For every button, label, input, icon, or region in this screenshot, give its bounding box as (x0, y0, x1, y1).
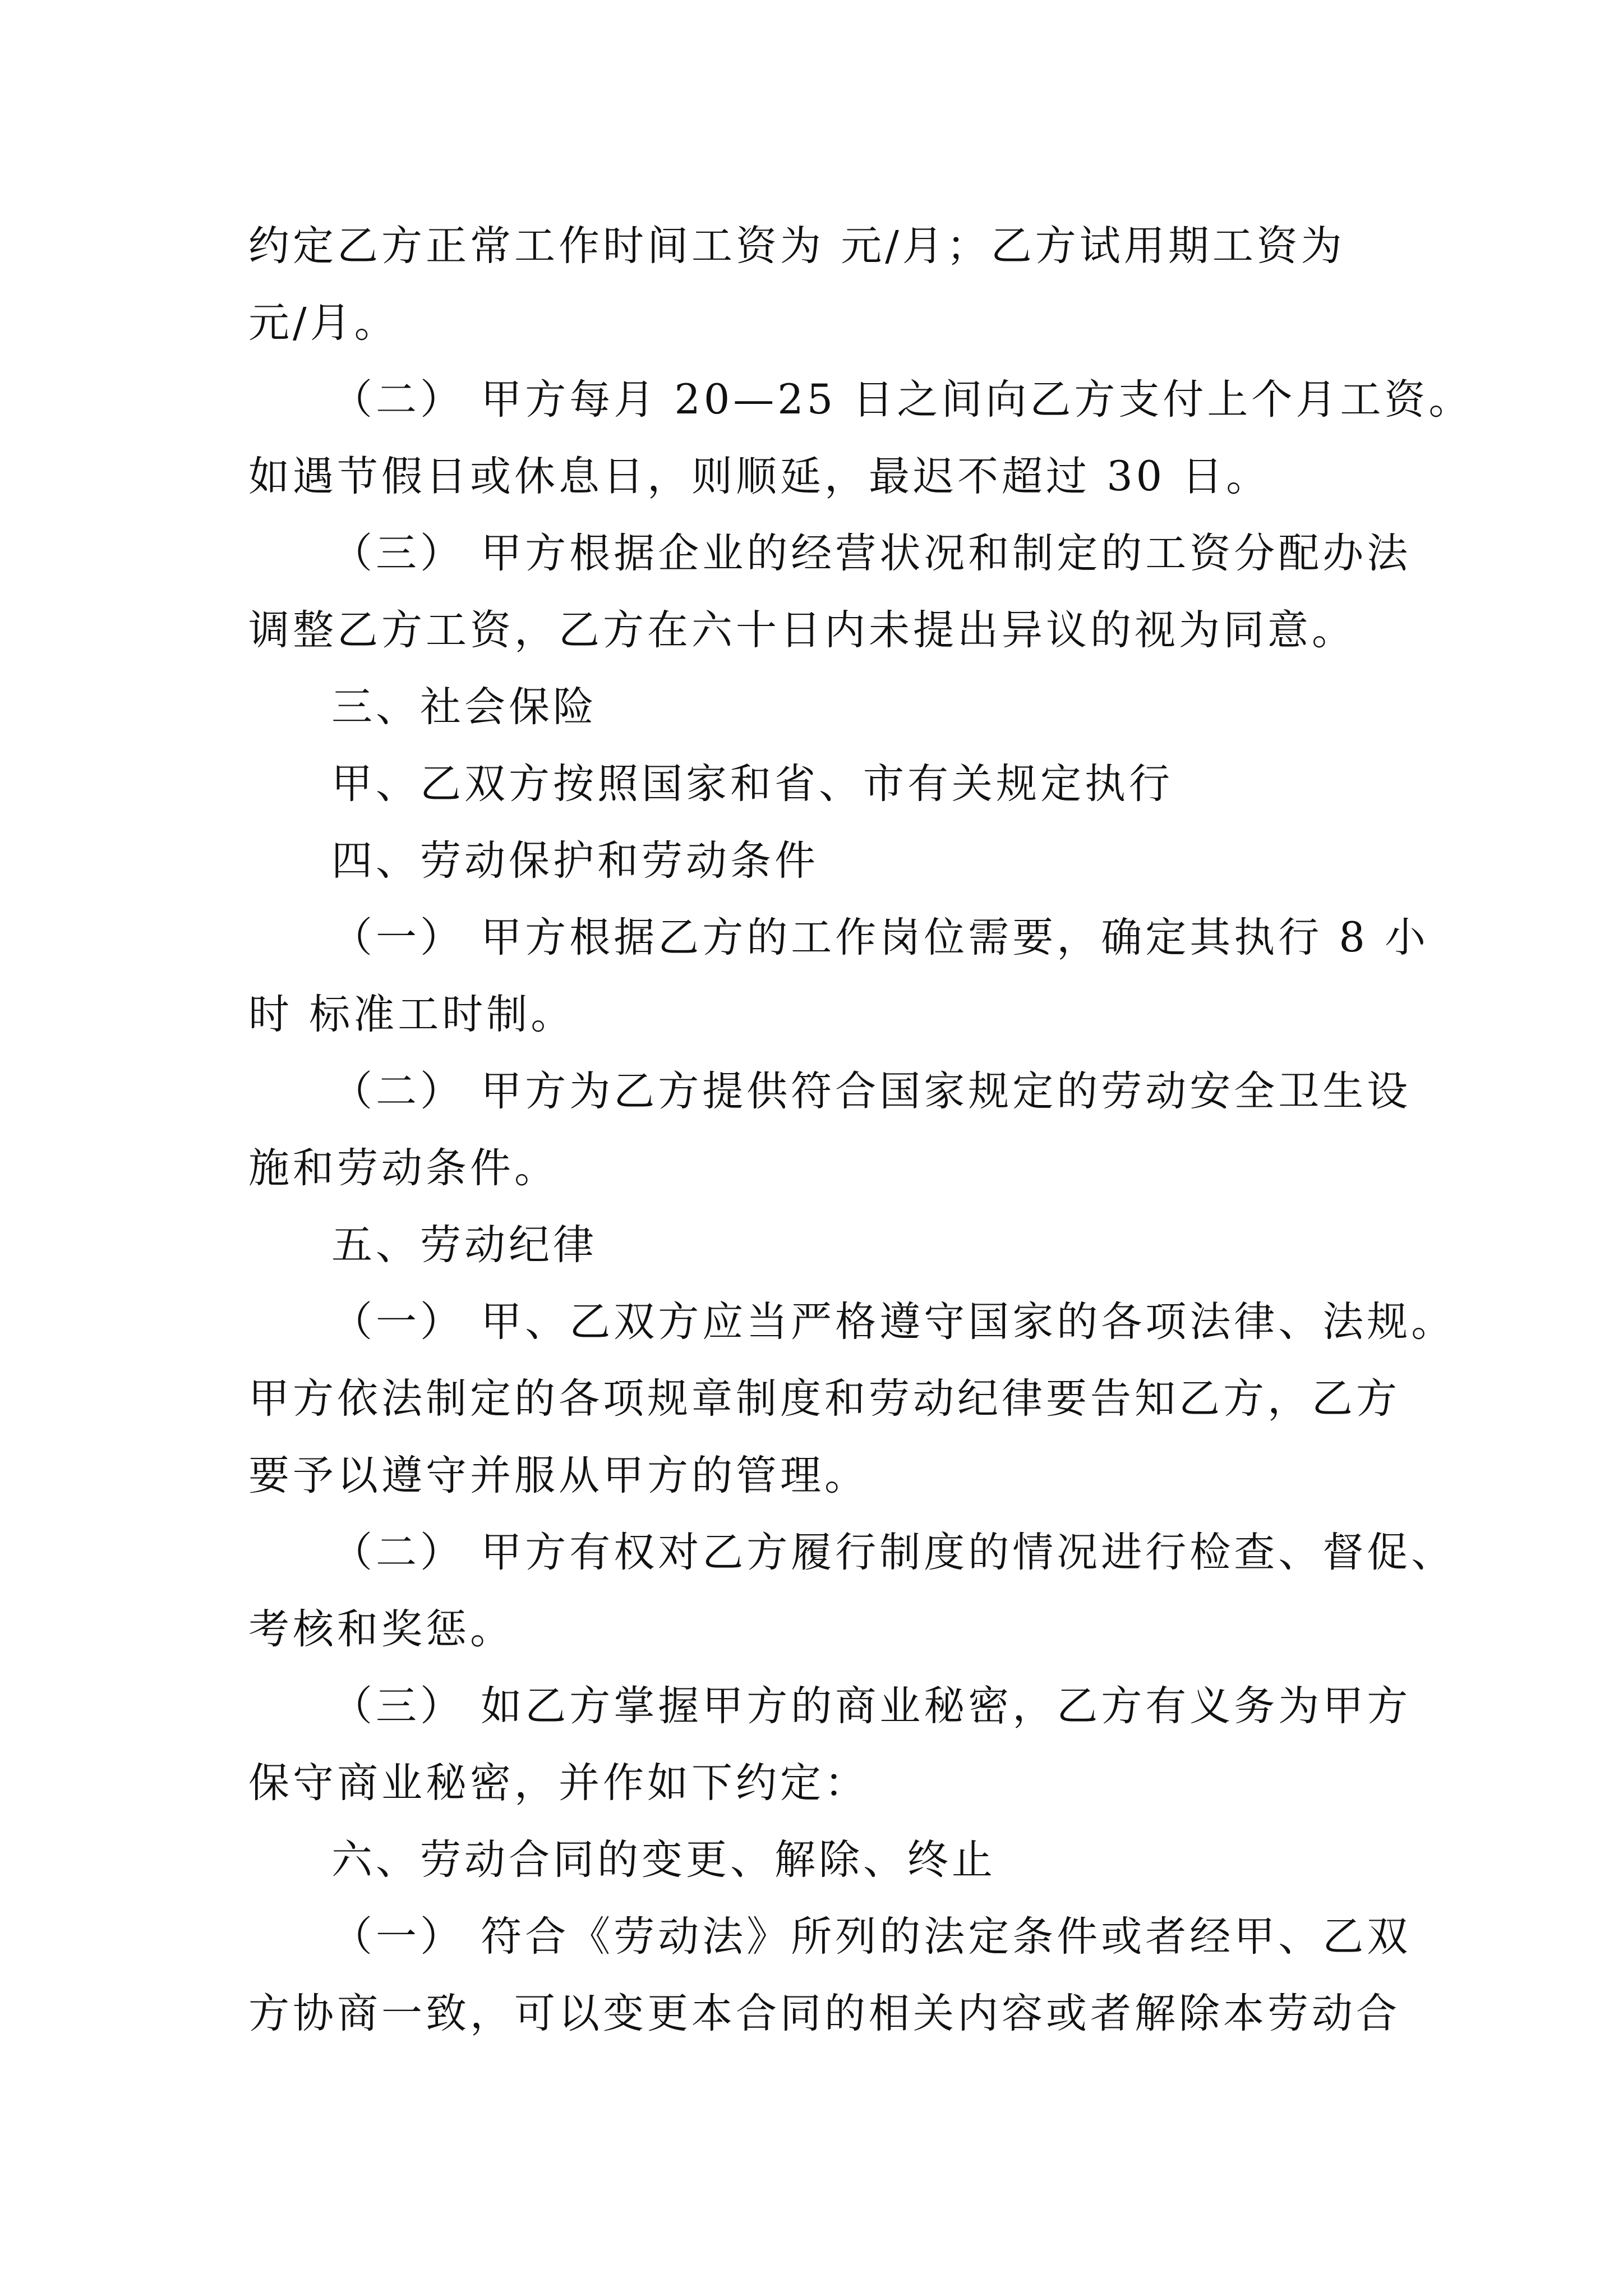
text-line-3: （二） 甲方每月 20—25 日之间向乙方支付上个月工资。 (331, 376, 1473, 424)
text-line-17: 要予以遵守并服从甲方的管理。 (248, 1452, 869, 1499)
text-line-6: 调整乙方工资，乙方在六十日内未提出异议的视为同意。 (248, 606, 1356, 654)
section-heading-contract-change: 六、劳动合同的变更、解除、终止 (331, 1836, 996, 1884)
text-line-18: （二） 甲方有权对乙方履行制度的情况进行检查、督促、 (331, 1529, 1456, 1576)
text-line-8: 甲、乙双方按照国家和省、市有关规定执行 (331, 760, 1173, 808)
text-line-1: 约定乙方正常工作时间工资为 元/月；乙方试用期工资为 (248, 222, 1345, 270)
text-line-21: 保守商业秘密，并作如下约定： (248, 1759, 869, 1807)
text-line-19: 考核和奖惩。 (248, 1605, 514, 1653)
section-heading-labor-protection: 四、劳动保护和劳动条件 (331, 837, 819, 885)
text-line-20: （三） 如乙方掌握甲方的商业秘密，乙方有义务为甲方 (331, 1682, 1412, 1730)
text-line-11: 时 标准工时制。 (248, 991, 575, 1038)
text-line-15: （一） 甲、乙双方应当严格遵守国家的各项法律、法规。 (331, 1298, 1456, 1346)
text-line-23: （一） 符合《劳动法》所列的法定条件或者经甲、乙双 (331, 1913, 1412, 1961)
section-heading-social-insurance: 三、社会保险 (331, 683, 597, 731)
document-body (248, 208, 1473, 2052)
text-line-12: （二） 甲方为乙方提供符合国家规定的劳动安全卫生设 (331, 1068, 1412, 1115)
text-line-10: （一） 甲方根据乙方的工作岗位需要，确定其执行 8 小 (331, 914, 1430, 961)
text-line-4: 如遇节假日或休息日，则顺延，最迟不超过 30 日。 (248, 453, 1271, 500)
text-line-5: （三） 甲方根据企业的经营状况和制定的工资分配办法 (331, 530, 1412, 577)
text-line-24: 方协商一致，可以变更本合同的相关内容或者解除本劳动合 (248, 1990, 1400, 2037)
section-heading-labor-discipline: 五、劳动纪律 (331, 1221, 597, 1269)
text-line-16: 甲方依法制定的各项规章制度和劳动纪律要告知乙方，乙方 (248, 1375, 1400, 1423)
text-line-13: 施和劳动条件。 (248, 1144, 559, 1192)
text-line-2: 元/月。 (248, 299, 399, 347)
